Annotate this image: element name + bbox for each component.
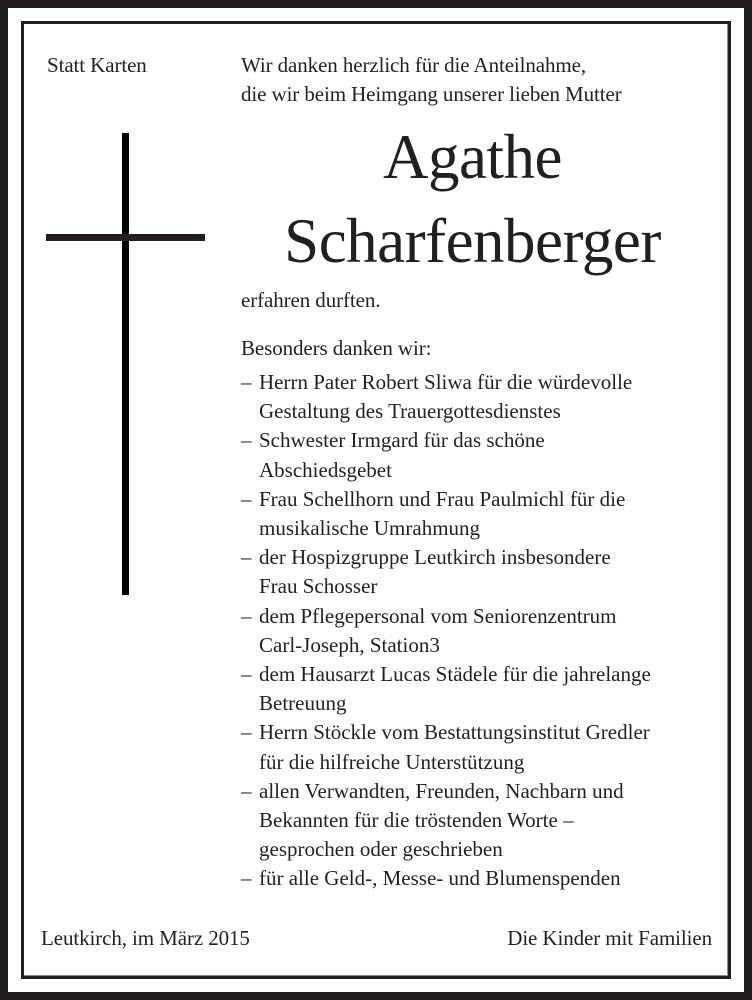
- thanks-item-line: für alle Geld-, Messe- und Blumenspenden: [259, 866, 621, 891]
- thanks-item: [241, 485, 651, 543]
- after-name-text: erfahren durften.: [241, 288, 381, 312]
- dash-bullet: –: [241, 486, 252, 511]
- thanks-item-line: gesprochen oder geschrieben: [259, 837, 503, 862]
- dash-bullet: –: [241, 720, 252, 745]
- cross-icon: [122, 133, 129, 595]
- intro-text: [241, 51, 622, 109]
- thanks-item: [241, 426, 651, 484]
- thanks-item: [241, 602, 651, 660]
- thanks-list: [241, 368, 651, 894]
- signature: Die Kinder mit Familien: [507, 926, 712, 950]
- thanks-item-line: Herrn Pater Robert Sliwa für die würdevolle: [259, 370, 633, 394]
- thanks-item: [241, 718, 651, 776]
- dash-bullet: –: [241, 778, 252, 803]
- intro-line: Wir danken herzlich für die Anteilnahme,: [241, 53, 587, 77]
- thanks-item: [241, 660, 651, 718]
- cross-icon-bar: [46, 234, 205, 241]
- thanks-item-line: Frau Schellhorn und Frau Paulmichl für die: [259, 486, 626, 511]
- thanks-item-line: Carl-Joseph, Station3: [259, 632, 440, 657]
- thanks-item-line: allen Verwandten, Freunden, Nachbarn und: [259, 778, 624, 803]
- thanks-item: [241, 864, 651, 893]
- thanks-item-line: Schwester Irmgard für das schöne: [259, 428, 545, 453]
- deceased-last-name: Scharfenberger: [284, 206, 661, 276]
- thanks-item: [241, 368, 651, 426]
- dash-bullet: –: [241, 603, 252, 628]
- intro-line: die wir beim Heimgang unserer lieben Mutter: [241, 82, 622, 106]
- thanks-item: [241, 543, 651, 601]
- place-date: Leutkirch, im März 2015: [41, 926, 250, 950]
- thanks-item-line: für die hilfreiche Unterstützung: [259, 749, 525, 774]
- dash-bullet: –: [241, 545, 252, 570]
- thanks-item-line: Frau Schosser: [259, 574, 378, 599]
- thanks-item-line: dem Pflegepersonal vom Seniorenzentrum: [259, 603, 617, 628]
- thanks-item-line: dem Hausarzt Lucas Städele für die jahrelange: [259, 662, 651, 687]
- thanks-item-line: Gestaltung des Trauergottesdienstes: [259, 399, 561, 424]
- thanks-item-line: Betreuung: [259, 691, 347, 716]
- thanks-item-line: Bekannten für die tröstenden Worte –: [259, 808, 574, 833]
- deceased-first-name: Agathe: [383, 122, 562, 192]
- statt-karten-label: Statt Karten: [47, 53, 147, 77]
- dash-bullet: –: [241, 428, 252, 453]
- dash-bullet: –: [241, 370, 252, 394]
- thanks-item-line: der Hospizgruppe Leutkirch insbesondere: [259, 545, 611, 570]
- thanks-item-line: Herrn Stöckle vom Bestattungsinstitut Gredler: [259, 720, 650, 745]
- dash-bullet: –: [241, 866, 252, 891]
- thanks-item-line: musikalische Umrahmung: [259, 516, 481, 541]
- thanks-intro: Besonders danken wir:: [241, 336, 432, 360]
- thanks-item-line: Abschiedsgebet: [259, 457, 392, 482]
- thanks-item: [241, 777, 651, 865]
- dash-bullet: –: [241, 662, 252, 687]
